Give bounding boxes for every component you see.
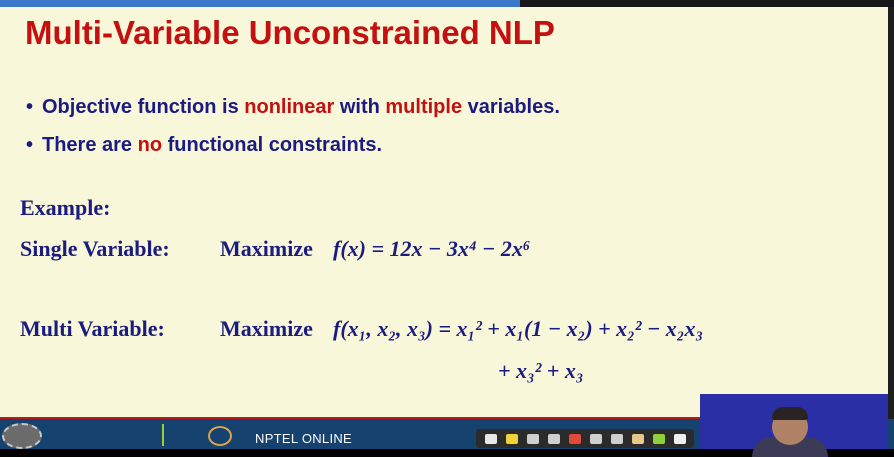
single-variable-label: Single Variable: — [20, 236, 170, 261]
single-variable-equation: f(x) = 12x − 3x⁴ − 2x⁶ — [333, 236, 531, 261]
pen-tool-icon[interactable] — [527, 434, 539, 444]
multi-variable-label: Multi Variable: — [20, 316, 165, 341]
marker-tool-icon[interactable] — [632, 434, 644, 444]
top-bar — [0, 0, 894, 7]
annotation-toolbar — [476, 429, 694, 448]
pointer-tool-icon[interactable] — [485, 434, 497, 444]
bullet-dot: • — [26, 96, 34, 118]
institute-logo-icon — [2, 423, 42, 449]
text-tool-icon[interactable] — [611, 434, 623, 444]
multi-variable-equation-line-2: + x₃² + x₃ — [498, 358, 584, 383]
line-tool-icon[interactable] — [590, 434, 602, 444]
bullet-1: • Objective function is nonlinear with multiple variables. — [26, 96, 560, 118]
emphasis-no: no — [137, 134, 163, 156]
bullet-dot: • — [26, 134, 34, 156]
nptel-logo-icon — [208, 426, 232, 446]
red-pen-icon[interactable] — [569, 434, 581, 444]
single-maximize: Maximize — [220, 236, 313, 261]
footer-divider — [162, 424, 164, 446]
emphasis-multiple: multiple — [385, 96, 463, 118]
eraser-tool-icon[interactable] — [674, 434, 686, 444]
highlighter-tool-icon[interactable] — [506, 434, 518, 444]
green-pen-icon[interactable] — [653, 434, 665, 444]
bullet-2: • There are no functional constraints. — [26, 134, 383, 156]
multi-variable-equation-line-1: f(x₁, x₂, x₃) = x₁² + x₁(1 − x₂) + x₂² − x₂x₃ — [333, 316, 704, 341]
example-label: Example: — [20, 195, 111, 220]
footer-brand: NPTEL ONLINE — [255, 431, 353, 446]
top-accent-bar — [0, 0, 520, 7]
slide-title: Multi-Variable Unconstrained NLP — [25, 14, 555, 51]
multi-maximize: Maximize — [220, 316, 313, 341]
slide — [0, 7, 888, 419]
slide-right-edge — [888, 7, 894, 419]
emphasis-nonlinear: nonlinear — [244, 96, 335, 118]
shape-tool-icon[interactable] — [548, 434, 560, 444]
presenter-hair — [772, 407, 808, 420]
